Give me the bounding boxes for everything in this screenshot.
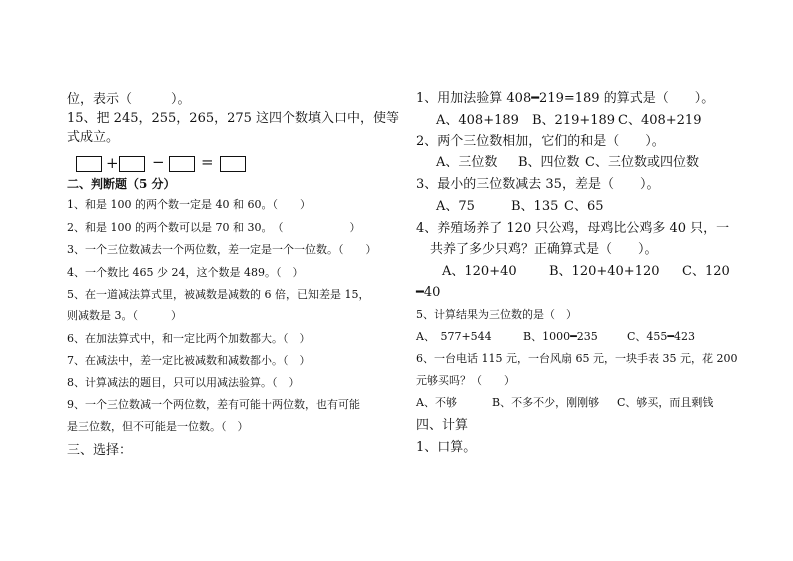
judge-item-6: 6、在加法算式中，和一定比两个加数都大。（ ）: [67, 332, 311, 345]
section-4-heading: 四、计算: [416, 418, 469, 433]
section-4-item-1: 1、口算。: [416, 440, 477, 455]
choice-q4: 4、养殖场养了 120 只公鸡，母鸡比公鸡多 40 只，一: [416, 221, 730, 236]
option-b: B、不多不少，刚刚够: [492, 396, 600, 409]
option-b: B、135: [511, 199, 559, 214]
plus-sign: +: [106, 154, 119, 172]
choice-q1-options: [436, 114, 701, 127]
judge-item-4: 4、一个数比 465 少 24，这个数是 489。（ ）: [67, 266, 304, 279]
choice-q2: 2、两个三位数相加，它们的和是（ ）。: [416, 134, 665, 149]
equals-sign: =: [201, 153, 214, 171]
choice-q5-options: [416, 331, 695, 342]
option-a: A、75: [436, 199, 475, 214]
judge-item-1: 1、和是 100 的两个数一定是 40 和 60。（ ）: [67, 198, 311, 211]
choice-q2-options: [436, 156, 699, 169]
q15-text-cont: 式成立。: [67, 130, 120, 145]
judge-item-9: 9、一个三位数减一个两位数，差有可能十两位数，也有可能: [67, 398, 360, 411]
judge-item-2: 2、和是 100 的两个数可以是 70 和 30。 （ ）: [67, 221, 361, 234]
option-a: A、408+189: [436, 113, 519, 128]
option-c: C、三位数或四位数: [585, 155, 699, 170]
choice-q4-cont: 共养了多少只鸡？正确算式是（ ）。: [430, 242, 658, 257]
choice-q3: 3、最小的三位数减去 35，差是（ ）。: [416, 177, 660, 192]
option-b: B、219+189: [532, 113, 616, 128]
choice-q3-options: [436, 200, 604, 213]
choice-q6-cont: 元够买吗？（ ）: [416, 374, 515, 387]
q15-text: 15、把 245，255，265，275 这四个数填入口中，使等: [67, 111, 400, 126]
choice-q1: 1、用加法验算 408━219=189 的算式是（ ）。: [416, 91, 715, 106]
choice-q4-option-c-cont: ━40: [416, 285, 441, 300]
judge-item-5-cont: 则减数是 3。（ ）: [67, 309, 182, 322]
section-2-heading: 二、判断题（5 分）: [67, 177, 176, 191]
judge-item-9-cont: 是三位数，但不可能是一位数。（ ）: [67, 420, 249, 433]
option-c: C、65: [564, 199, 604, 214]
option-a: A、不够: [416, 396, 457, 409]
option-b: B、120+40+120: [549, 264, 660, 279]
judge-item-8: 8、计算减法的题目，只可以用减法验算。（ ）: [67, 376, 300, 389]
judge-item-5: 5、在一道减法算式里，被减数是减数的 6 倍，已知差是 15，: [67, 288, 370, 301]
answer-box-3[interactable]: [169, 156, 195, 172]
option-c: C、够买，而且剩钱: [617, 396, 714, 409]
choice-q4-options: [442, 265, 730, 278]
judge-item-7: 7、在减法中，差一定比被减数和减数都小。（ ）: [67, 354, 311, 367]
answer-box-1[interactable]: [76, 156, 102, 172]
answer-box-4[interactable]: [220, 156, 246, 172]
section-3-heading: 三、选择：: [67, 443, 133, 458]
option-a: A、 577+544: [416, 330, 492, 343]
minus-sign: −: [152, 153, 165, 171]
option-a: A、三位数: [436, 155, 498, 170]
choice-q5: 5、计算结果为三位数的是（ ）: [416, 308, 577, 321]
q14-tail: 位，表示（ ）。: [67, 92, 191, 107]
judge-item-3: 3、一个三位数减去一个两位数，差一定是一个一位数。（ ）: [67, 243, 377, 256]
option-c: C、455━423: [627, 330, 696, 343]
answer-box-2[interactable]: [119, 156, 145, 172]
option-c: C、120: [682, 264, 730, 279]
option-b: B、四位数: [518, 155, 580, 170]
choice-q6-options: [416, 397, 713, 408]
option-b: B、1000━235: [523, 330, 598, 343]
choice-q6: 6、一台电话 115 元，一台风扇 65 元，一块手表 35 元，花 200: [416, 352, 738, 365]
option-a: A、120+40: [442, 264, 517, 279]
option-c: C、408+219: [618, 113, 702, 128]
